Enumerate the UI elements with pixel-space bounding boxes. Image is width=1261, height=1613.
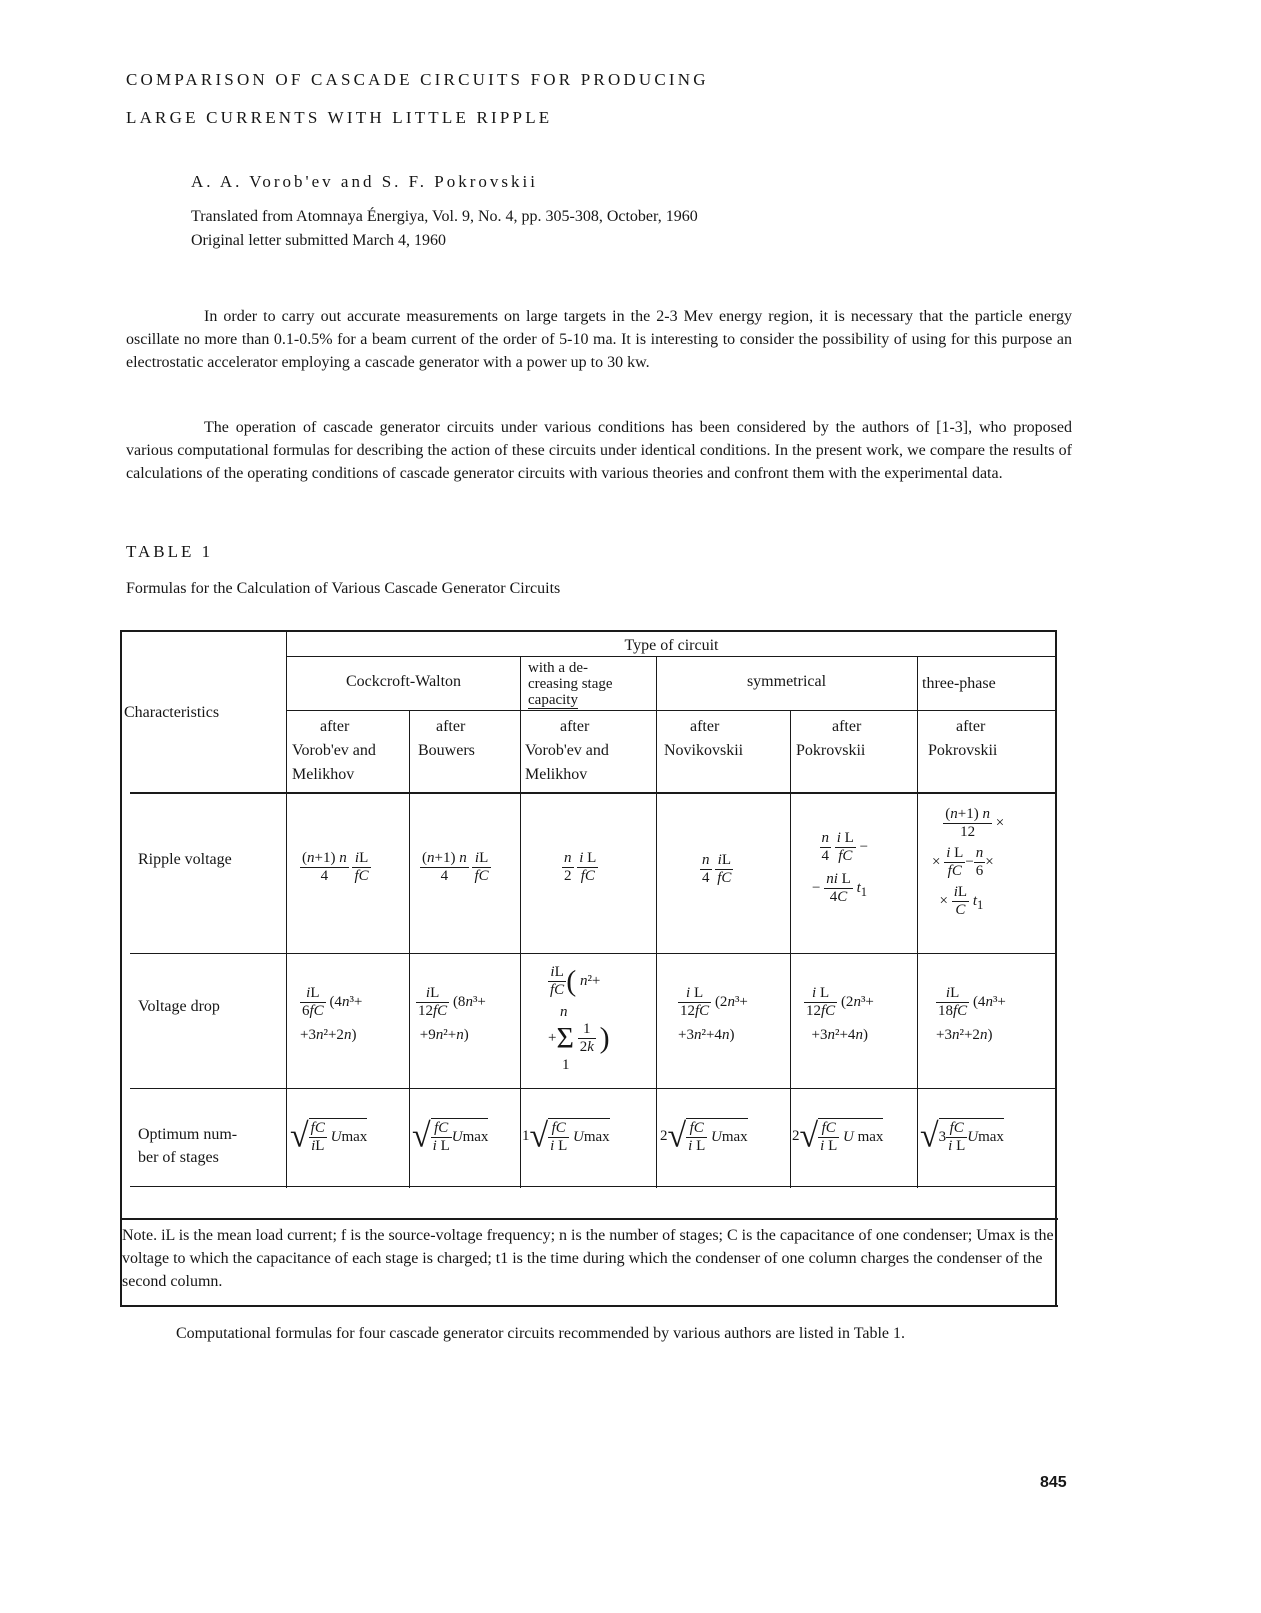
table-caption: Formulas for the Calculation of Various Cascade Generator Circuits xyxy=(126,580,561,597)
author-col-3: after Vorob'ev and Melikhov xyxy=(525,718,609,783)
formula-optimum-3: 1√ $\frac{fC}{\text{i L}}$ Umax xyxy=(522,1117,610,1155)
formula-drop-6: $\frac{iL}{18fC}$ (4n³+ +3n²+2n) xyxy=(936,985,1006,1043)
characteristics-column-rule xyxy=(286,632,287,1188)
author-col-2: after Bouwers xyxy=(418,718,475,759)
group-cockcroft-walton: Cockcroft-Walton xyxy=(345,673,462,690)
author-col-5: after Pokrovskii xyxy=(796,718,866,759)
article-title-line-2: LARGE CURRENTS WITH LITTLE RIPPLE xyxy=(126,108,553,127)
formula-ripple-3: $\frac{n}{2}$ $\frac{\text{i L}}{fC}$ xyxy=(564,850,597,884)
group-decreasing-capacity: with a de- creasing stage capacity xyxy=(528,660,613,708)
type-of-circuit-heading: Type of circuit xyxy=(624,637,719,654)
formula-optimum-6: √3 $\frac{fC}{\text{i L}}$ Umax xyxy=(920,1117,1004,1155)
formula-drop-3: $\frac{iL}{fC}$ ( n²+ n +Σ $\frac{1}{2k}$ ) 1 xyxy=(548,964,610,1073)
formula-ripple-6: $\frac{(n+1) n}{12}$ × × $\frac{\text{i L}}{fC}$ − $\frac{n}{6}$ × × $\frac{iL}{C}$ $t_1$ xyxy=(932,806,1005,918)
column-rule-5 xyxy=(917,656,918,1188)
formula-ripple-2: $\frac{(n+1) n}{4}$ $\frac{iL}{fC}$ xyxy=(422,850,489,884)
column-rule-2 xyxy=(520,656,521,1188)
characteristics-heading: Characteristics xyxy=(124,704,220,721)
formula-drop-4: $\frac{\text{i L}}{12fC}$ (2n³+ +3n²+4n) xyxy=(678,985,748,1043)
author-col-1: after Vorob'ev and Melikhov xyxy=(292,718,376,783)
article-authors: A. A. Vorob'ev and S. F. Pokrovskii xyxy=(191,172,538,191)
group-rule xyxy=(287,710,1056,711)
row-label-voltage-drop: Voltage drop xyxy=(138,998,220,1015)
table-note: Note. iL is the mean load current; f is the source-voltage frequency; n is the number of stages; C is the capacitance of one condenser; Umax is the voltage to which the capacitance of each stage is charged; t1 is the time during which the condenser of one column charges the condenser of the second column. xyxy=(122,1227,1054,1290)
group-symmetrical: symmetrical xyxy=(746,673,827,690)
formula-drop-1: $\frac{iL}{6fC}$ (4n³+ +3n²+2n) xyxy=(300,985,363,1043)
note-top-rule xyxy=(120,1218,1058,1220)
column-rule-3 xyxy=(656,656,657,1188)
group-three-phase: three-phase xyxy=(922,675,996,692)
table-top-rule xyxy=(122,630,1056,632)
formula-ripple-5: $\frac{n}{4}$ $\frac{\text{i L}}{fC}$ − − $\frac{\text{ni L}}{4C}$ $t_1$ xyxy=(812,830,869,905)
table-label: TABLE 1 xyxy=(126,542,214,561)
paragraph-3: Computational formulas for four cascade generator circuits recommended by various authors are listed in Table 1. xyxy=(176,1325,906,1342)
article-title-line-1: COMPARISON OF CASCADE CIRCUITS FOR PRODUCING xyxy=(126,70,709,89)
formula-ripple-1: $\frac{(n+1) n}{4}$ $\frac{iL}{fC}$ xyxy=(302,850,369,884)
formula-ripple-4: $\frac{n}{4}$ $\frac{iL}{fC}$ xyxy=(702,852,732,886)
formula-optimum-1: √ $\frac{fC}{iL}$ Umax xyxy=(290,1117,368,1155)
column-rule-1 xyxy=(409,710,410,1188)
formula-optimum-4: 2√ $\frac{fC}{\text{i L}}$ Umax xyxy=(660,1117,748,1155)
paragraph-2: The operation of cascade generator circuits under various conditions has been considered by the authors of [1-3], who proposed various computational formulas for describing the action of these circuits under identical conditions. In the present work, we compare the results of calculations of the operating conditions of cascade generator circuits with various theories and confront them with the experimental data. xyxy=(126,419,1072,482)
row-label-ripple: Ripple voltage xyxy=(138,851,232,868)
formula-drop-5: $\frac{\text{i L}}{12fC}$ (2n³+ +3n²+4n) xyxy=(804,985,874,1043)
translation-source: Translated from Atomnaya Énergiya, Vol. 9, No. 4, pp. 305-308, October, 1960 xyxy=(191,208,698,225)
formula-optimum-2: √ $\frac{fC}{\text{i L}}$ Umax xyxy=(412,1117,489,1155)
formula-drop-2: $\frac{iL}{12fC}$ (8n³+ +9n²+n) xyxy=(416,985,486,1043)
author-col-6: after Pokrovskii xyxy=(928,718,998,759)
note-bottom-rule xyxy=(120,1305,1058,1307)
formula-optimum-5: 2√ $\frac{fC}{\text{i L}}$ U max xyxy=(792,1117,884,1155)
submission-date: Original letter submitted March 4, 1960 xyxy=(191,232,447,249)
column-rule-4 xyxy=(790,710,791,1188)
author-col-4: after Novikovskii xyxy=(664,718,744,759)
page-number: 845 xyxy=(1040,1474,1067,1491)
paragraph-1: In order to carry out accurate measurements on large targets in the 2-3 Mev energy region, it is necessary that the particle energy oscillate no more than 0.1-0.5% for a beam current of the order of 5-10 ma. It is interesting to consider the possibility of using for this purpose an electrostatic accelerator employing a cascade generator with a power up to 30 kw. xyxy=(126,308,1072,371)
table-left-border xyxy=(120,630,122,1306)
row-label-optimum: Optimum num- ber of stages xyxy=(138,1126,238,1166)
table-right-border xyxy=(1055,630,1057,1306)
